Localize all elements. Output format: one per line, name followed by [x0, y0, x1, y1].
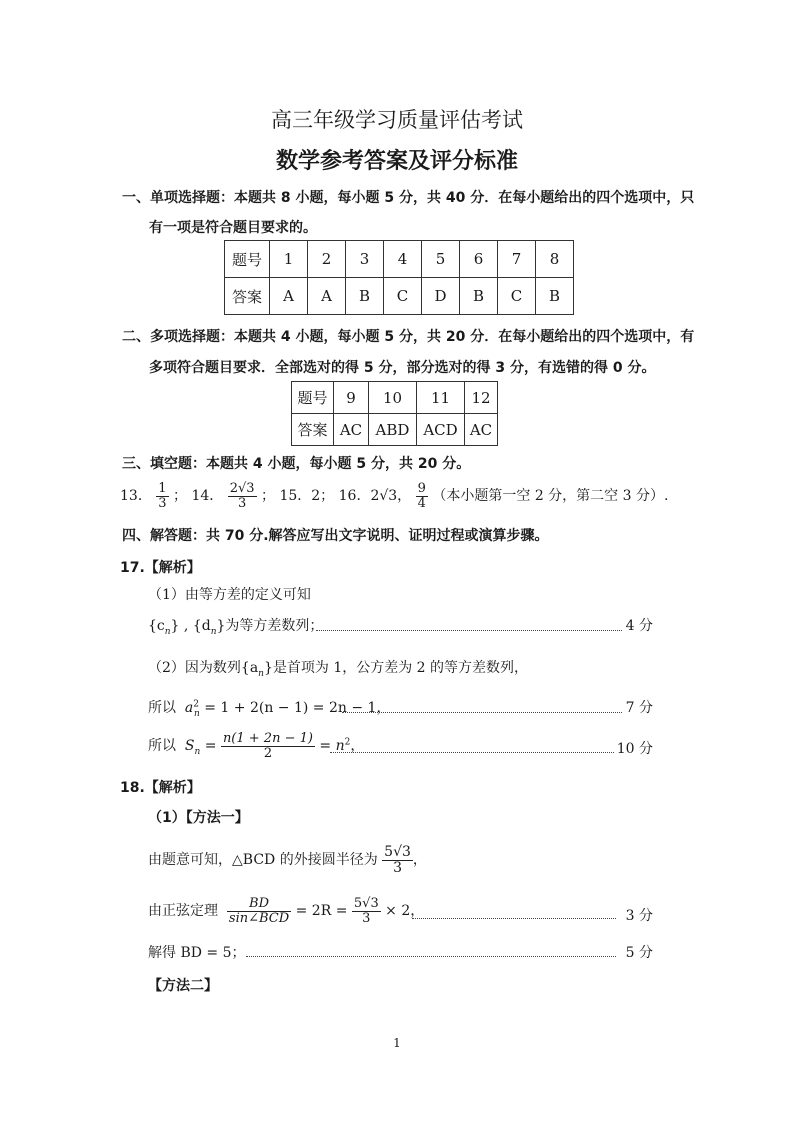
q-cell: 6 — [460, 241, 498, 278]
section2-line2: 多项符合题目要求．全部选对的得 5 分，部分选对的得 3 分，有选错的得 0 分。 — [149, 360, 656, 376]
q18-bd-numerator: BD — [227, 897, 291, 912]
fill-blank-answers — [120, 482, 668, 510]
q-cell: 11 — [417, 382, 465, 414]
q-cell: 10 — [369, 382, 417, 414]
q17-sequences-line: $\{c_n\}$ , $\{d_n\}$为等方差数列； — [148, 618, 324, 637]
section4-line1: 四、解答题：共 70 分.解答应写出文字说明、证明过程或演算步骤。 — [122, 528, 549, 544]
q18-radius-numerator: 5√3 — [384, 844, 411, 860]
exam-title: 高三年级学习质量评估考试 — [271, 108, 523, 132]
q16-fraction — [416, 482, 428, 510]
row-label-answer: 答案 — [225, 278, 270, 315]
a-cell: ABD — [369, 414, 417, 446]
q13-numerator: 1 — [158, 481, 167, 496]
q17-part2-tail: }是首项为 1，公方差为 2 的等方差数列， — [263, 660, 529, 676]
q18-5root3-denominator: 3 — [362, 910, 371, 926]
q18-radius-tail: ， — [412, 852, 427, 869]
question-row — [292, 382, 498, 414]
q17-part2-head: （2）因为数列{a — [148, 660, 259, 676]
q17-score-7: 7 分 — [625, 700, 653, 716]
q17-so-1: 所以 — [148, 700, 176, 716]
q17-score-10: 10 分 — [616, 741, 653, 757]
q18-header: 18.【解析】 — [120, 780, 201, 796]
section1-line2: 有一项是符合题目要求的。 — [149, 220, 317, 236]
q-cell: 7 — [498, 241, 536, 278]
q17-score-4: 4 分 — [625, 618, 653, 634]
q17-part1: （1）由等方差的定义可知 — [148, 587, 311, 603]
q-cell: 5 — [422, 241, 460, 278]
section3-line1: 三、填空题：本题共 4 小题，每小题 5 分，共 20 分。 — [122, 456, 471, 472]
a-cell: ACD — [417, 414, 465, 446]
answer-row — [292, 414, 498, 446]
q-cell: 9 — [334, 382, 369, 414]
a-cell: AC — [465, 414, 498, 446]
q17-part2: （2）因为数列$\{a_n\}$是首项为 1，公方差为 2 的等方差数列， — [148, 660, 529, 679]
q18-times-two: × 2， — [385, 903, 425, 920]
section1-line1: 一、单项选择题：本题共 8 小题，每小题 5 分，共 40 分．在每小题给出的四个选项中，只 — [122, 190, 695, 206]
q18-score-5: 5 分 — [625, 945, 653, 961]
q-cell: 1 — [270, 241, 308, 278]
a-cell: C — [498, 278, 536, 315]
q18-bd-fraction — [227, 897, 291, 925]
q18-method1: （1）【方法一】 — [148, 810, 249, 826]
dot-leader — [412, 918, 616, 919]
q18-5root3-fraction — [352, 897, 381, 925]
q18-equals-2r: = 2R = — [295, 903, 348, 920]
dot-leader — [246, 956, 616, 957]
q-cell: 4 — [384, 241, 422, 278]
q17-seq-tail: }为等方差数列； — [216, 618, 324, 634]
q-cell: 2 — [308, 241, 346, 278]
row-label-question: 题号 — [292, 382, 334, 414]
question-row — [225, 241, 574, 278]
q17-header: 17.【解析】 — [120, 560, 201, 576]
q17-seq-d: } , {d — [170, 618, 211, 634]
answer-row — [225, 278, 574, 315]
q17-seq-c: {c — [148, 618, 165, 634]
q17-an-squared: 所以 $a^2_n = 1 + 2(n - 1) = 2n - 1$， — [148, 699, 391, 719]
q18-solution-bd: 解得 BD = 5； — [148, 945, 246, 961]
section2-line1: 二、多项选择题：本题共 4 小题，每小题 5 分，共 20 分．在每小题给出的四个选项中，有 — [122, 329, 695, 345]
q18-score-3: 3 分 — [625, 908, 653, 924]
dot-leader — [330, 752, 614, 753]
row-label-answer: 答案 — [292, 414, 334, 446]
dot-leader — [316, 630, 622, 631]
q14-denominator: 3 — [238, 495, 247, 511]
q16-numerator: 9 — [417, 481, 426, 496]
q17-an-formula: = 1 + 2(n − 1) = 2n − 1， — [204, 700, 391, 716]
q17-sn-numerator: n(1 + 2n − 1) — [222, 731, 313, 746]
multi-choice-table — [291, 381, 498, 446]
q17-sn-fraction — [221, 732, 315, 760]
q-cell: 8 — [536, 241, 574, 278]
q15-16-text: ； 15．2； 16．2√3， — [261, 488, 412, 505]
q16-denominator: 4 — [417, 495, 426, 511]
a-cell: B — [346, 278, 384, 315]
row-label-question: 题号 — [225, 241, 270, 278]
q16-note: （本小题第一空 2 分，第二空 3 分）. — [432, 488, 669, 505]
a-cell: B — [460, 278, 498, 315]
answer-key-title: 数学参考答案及评分标准 — [275, 149, 518, 174]
q14-numerator: 2√3 — [229, 481, 255, 496]
a-cell: AC — [334, 414, 369, 446]
a-cell: D — [422, 278, 460, 315]
q18-5root3-numerator: 5√3 — [353, 896, 379, 911]
q18-bd-denominator: sin∠BCD — [228, 910, 290, 926]
q17-sn-line: 所以 $S_n$ = $\frac{n(1 + 2n - 1)}{2}$ = $n^2$， — [148, 731, 365, 761]
q13-denominator: 3 — [158, 495, 167, 511]
single-choice-table — [224, 240, 574, 315]
q18-radius-fraction — [382, 845, 413, 875]
q18-sine-law-line — [148, 897, 424, 925]
q17-sn-tail: ， — [350, 738, 365, 755]
a-cell: A — [270, 278, 308, 315]
q18-radius-text: 由题意可知，△BCD 的外接圆半径为 — [148, 852, 378, 869]
page-number: 1 — [393, 1036, 401, 1050]
q-cell: 12 — [465, 382, 498, 414]
q18-radius-line — [148, 845, 427, 875]
q18-sine-law-text: 由正弦定理 — [148, 903, 218, 920]
q13-fraction — [156, 482, 168, 510]
q17-so-2: 所以 — [148, 738, 176, 755]
q18-radius-denominator: 3 — [393, 859, 402, 876]
q14-fraction — [228, 482, 257, 510]
q18-method2: 【方法二】 — [148, 978, 218, 994]
q17-sn-denominator: 2 — [263, 745, 273, 761]
a-cell: B — [536, 278, 574, 315]
a-cell: C — [384, 278, 422, 315]
a-cell: A — [308, 278, 346, 315]
q13-label: 13． — [120, 488, 152, 505]
q-cell: 3 — [346, 241, 384, 278]
q14-label: ； 14． — [173, 488, 224, 505]
dot-leader — [342, 712, 622, 713]
